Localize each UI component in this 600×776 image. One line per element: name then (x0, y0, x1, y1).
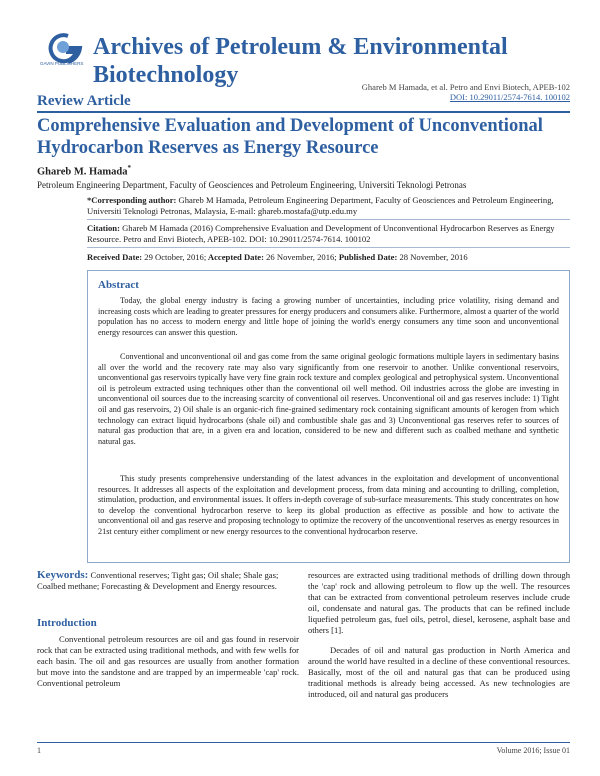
citation-header-line: Ghareb M Hamada, et al. Petro and Envi Biotech, APEB-102 (361, 82, 570, 92)
page-number: 1 (37, 746, 41, 755)
published-date: 28 November, 2016 (397, 252, 468, 262)
abstract-paragraph: This study presents comprehensive understanding of the latest advances in the exploitation and development of unconventional resources. It addresses all aspects of the exploitation and development process, from data mining and accounting to drilling, completion, stimulation, production, and environmental issues. It offers in-depth coverage of sub-surface measurements. This study concentrates on how to develop the conventional hydrocarbon reserve to keep its global production as effective as possible and how to activate the unconventional oil and gas reserve and proposing technology to optimize the recovery of the unconventional reserves as energy resources in 21st century either compliment or new energy resources to the conventional hydrocarbon reserve. (98, 474, 559, 536)
citation-text: Ghareb M Hamada (2016) Comprehensive Evaluation and Development of Unconventional Hydrocarbon Reserves as Energy Resource. Petro and Envi Biotech, APEB-102. DOI: 10.29011/2574-7614. 100102 (87, 223, 555, 244)
citation-header (362, 82, 570, 102)
introduction-heading: Introduction (37, 617, 97, 629)
affiliation: Petroleum Engineering Department, Faculty of Geosciences and Petroleum Engineering, Universiti Teknologi Petronas (37, 180, 467, 190)
keywords-text: Conventional reserves; Tight gas; Oil shale; Shale gas; Coalbed methane; Forecasting & Development and Energy resources. (37, 570, 279, 591)
abstract-heading: Abstract (98, 279, 139, 291)
author-name (37, 164, 131, 178)
accepted-label: Accepted Date: (206, 252, 264, 262)
published-label: Published Date: (336, 252, 398, 262)
corresponding-text: Ghareb M Hamada, Petroleum Engineering Department, Faculty of Geosciences and Petroleum Engineering, Universiti Teknologi Petronas, Malaysia, E-mail: ghareb.mostafa@utp.edu.my (87, 195, 554, 216)
body-paragraph: Decades of oil and natural gas production in North America and around the world have resulted in a decline of these conventional resources. Basically, most of the oil and natural gas that can be produced using traditional methods is already being accessed. As new technologies are introduced, oil and natural gas producers (308, 645, 570, 700)
body-paragraph: resources are extracted using traditional methods of drilling down through the 'cap' rock and allowing petroleum to flow up the well. The resources that can be extracted from conventional petroleum reserves include crude oil, condensate and natural gas. The products that can be refined include liquefied petroleum gas, fuel oils, petrol, diesel, kerosene, asphalt base and others [1]. (308, 570, 570, 635)
dates-line (87, 252, 570, 263)
meta-divider (87, 247, 570, 248)
received-date: 29 October, 2016; (142, 252, 207, 262)
corresponding-author (87, 195, 570, 217)
abstract-paragraph: Conventional and unconventional oil and gas come from the same original geologic formations multiple layers in sedimentary basins all over the world and the recovery rate may also vary significantly from one reservoir to another. Unlike conventional reservoirs, unconventional gas reservoirs typically have very fine grain rock texture and complex geological and petrophysical system. Unconventional oil is petroleum extracted using techniques other than the conventional oil well method. Oil industries across the globe are investing in unconventional oil sources due to the increasing scarcity of conventional oil reserves. Unconventional oil and gas reserves include: 1) Tight oil and gas reservoirs, 2) Oil shale is an organic-rich fine-grained sedimentary rock containing significant amounts of kerogen from which technology can extract liquid hydrocarbons (shale oil) and combustible shale gas and 3) Unconventional gas reserves refer to sources of natural gas production that are, in a given era and location, considered to be new and different such as coalbed methane and synthetic natural gas. (98, 352, 559, 446)
abstract-paragraph: Today, the global energy industry is facing a growing number of uncertainties, including price volatility, rising demand and increasing costs which are leading to greater pressures for energy producers and consumers alike. Furthermore, almost a quarter of the world population has no access to modern energy and little hope of joining the world's energy consumers any time soon and unconventional energy resources can answer this question. (98, 296, 559, 337)
citation-block (87, 223, 570, 245)
volume-issue: Volume 2016; Issue 01 (496, 746, 570, 755)
received-label: Received Date: (87, 252, 143, 262)
doi-link[interactable]: DOI: 10.29011/2574-7614. 100102 (449, 92, 570, 102)
author-sup: * (127, 164, 132, 172)
journal-name: Archives of Petroleum & Environmental Biotechnology (93, 34, 508, 88)
corresponding-label: *Corresponding author: (87, 195, 177, 205)
meta-divider (87, 219, 570, 220)
article-title: Comprehensive Evaluation and Development of Unconventional Hydrocarbon Reserves as Energy Resource (37, 116, 543, 158)
publisher-logo (38, 32, 88, 66)
abstract-box (87, 270, 570, 563)
citation-label: Citation: (87, 223, 120, 233)
left-column (37, 634, 299, 689)
keywords-label: Keywords: (37, 569, 89, 581)
keywords (37, 570, 299, 592)
article-type: Review Article (37, 93, 131, 109)
accepted-date: 26 November, 2016; (263, 252, 337, 262)
author-text: Ghareb M. Hamada (37, 166, 128, 178)
header-rule (37, 111, 570, 113)
right-column (308, 570, 570, 700)
logo-caption: GAVIN PUBLISHERS (40, 61, 84, 66)
footer-rule (37, 742, 570, 743)
body-paragraph: Conventional petroleum resources are oil and gas found in reservoir rock that can be extracted using traditional methods, and with few wells for each basin. The oil and gas resources are usually from another formation but move into the sandstone and are trapped by an impermeable 'cap' rock. Conventional petroleum (37, 634, 299, 688)
